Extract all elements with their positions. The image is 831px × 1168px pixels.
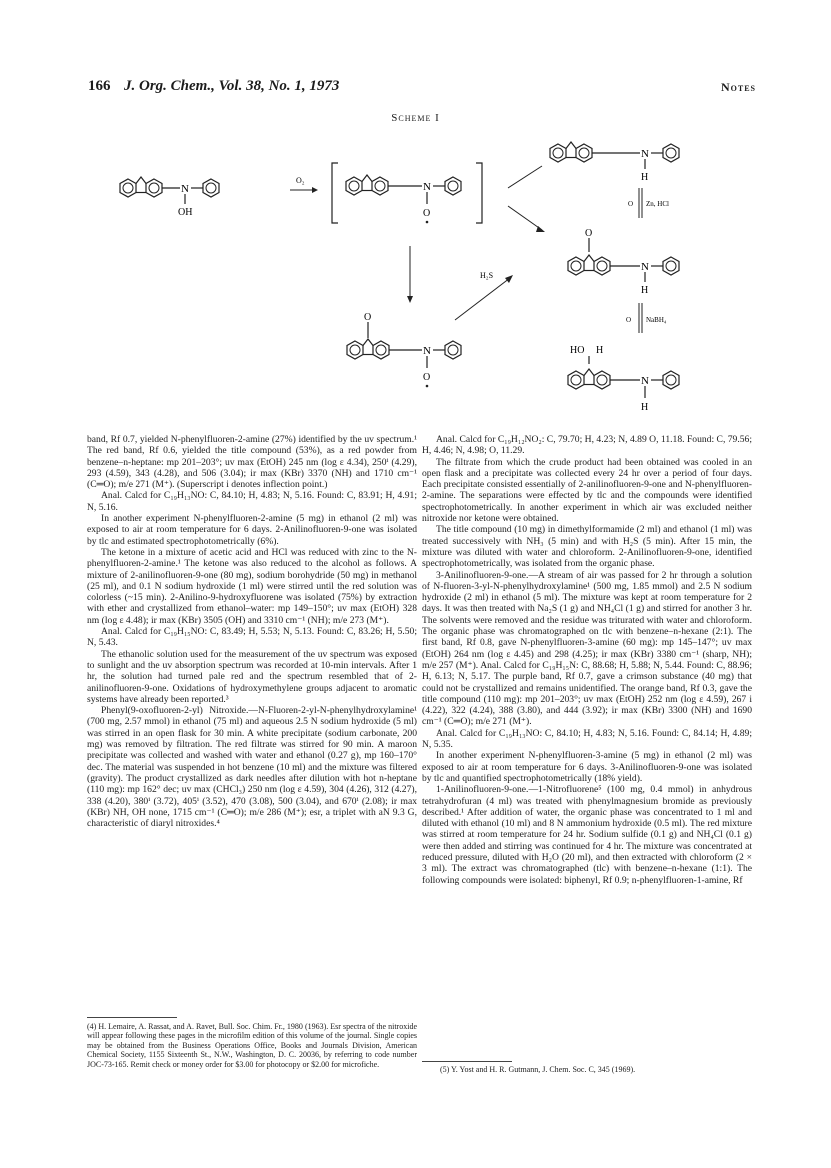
left-paragraph: The ketone in a mixture of acetic acid and HCl was reduced with zinc to the N-phenylfluoren-2-amine.¹ The ketone was also reduced to the alcohol as follows. A mixture of 2-anilinofluoren-9-one (80 mg), sodium borohydride (50 mg) in methanol (25 ml), and 0.1 N sodium hydroxide (1 ml) were stirred until the red solution was colorless (~15 min). 2-Anilino-9-hydroxyfluorene was isolated (75%) by extraction with ether and crystallized from ethanol–water: mp 149–150°; uv max (EtOH) 328 nm (log ε 4.48); ir max (KBr) 3505 (OH) and 3310 cm⁻¹ (NH); m/e 273 (M⁺). — [87, 546, 417, 626]
section-title: Notes — [720, 80, 756, 94]
anilinofluorenone-structure — [568, 228, 679, 296]
reaction-scheme — [110, 128, 720, 428]
o-small-label-2: O — [626, 316, 632, 324]
left-paragraph: Anal. Calcd for C₁₉H₁₃NO: C, 84.10; H, 4.83; N, 5.16. Found: C, 83.91; H, 4.91; N, 5.16. — [87, 490, 417, 513]
o-ketone-label-2: O — [364, 312, 372, 323]
n-label-3: N — [641, 148, 649, 160]
right-paragraph: 3-Anilinofluoren-9-one.—A stream of air was passed for 2 hr through a solution of N-fluoren-3-yl-N-phenylhydroxylamine¹ (500 mg, 1.85 mmol) and 2.5 N sodium hydroxide (2 ml) in ethanol (5 ml). The mixture was kept at room temperature for 2 days. It was then treated with Na₂S (1 g) and NH₄Cl (1 g) and stirred for another 3 hr. The solvents were removed and the residue was triturated with water and chloroform. The organic phase was chromatographed on tlc with benzene–n-hexane (2:1). The first band, Rf 0.8, gave N-phenylfluoren-3-amine (60 mg): mp 145–147°; uv max (EtOH) 264 nm (log ε 4.45) and 298 (4.25); ir max (KBr) 3380 cm⁻¹ (sharp, NH); m/e 257 (M⁺). Anal. Calcd for C₁₉H₁₅N: C, 88.68; H, 5.88; N, 5.44. Found: C, 88.96; H, 6.13; N, 5.17. The purple band, Rf 0.7, gave a crimson substance (40 mg) that could not be crystallized and remains unidentified. The orange band, Rf 0.3, gave the title compound (110 mg): mp 201–203°; uv max (EtOH) 252 nm (log ε 4.59), 267 i (4.22), 322 (4.24), 388 (3.80), and 444 (3.92); ir max (KBr) 3300 (NH) and 1690 cm⁻¹ (C═O); m/e 271 (M⁺). — [422, 569, 752, 728]
footnote-rule-right — [422, 1061, 512, 1062]
journal-citation: J. Org. Chem., Vol. 38, No. 1, 1973 — [124, 78, 340, 94]
o-radical-label-2: O — [423, 372, 431, 383]
o2-arrow — [290, 176, 318, 193]
right-paragraph: The title compound (10 mg) in dimethylformamide (2 ml) and ethanol (1 ml) was treated successively with NH₃ (5 min) and with H₂S (5 min). After 15 min, the mixture was diluted with water and chloroform. 2-Anilinofluoren-9-one, identified spectrophotometrically, was isolated from the organic phase. — [422, 524, 752, 570]
o-small-label: O — [628, 200, 634, 208]
left-paragraph: Phenyl(9-oxofluoren-2-yl) Nitroxide.—N-Fluoren-2-yl-N-phenylhydroxylamine¹ (700 mg, 2.57 mmol) in ethanol (75 ml) and aqueous 2.5 N sodium hydroxide (5 ml) was stirred in an open flask for 30 min. A white precipitate (sodium carbonate, 200 mg) was removed by filtration. The red filtrate was stirred for 90 min. A maroon precipitate was collected and washed with water and ethanol (0.27 g), mp 160–170° dec. The material was suspended in hot benzene (10 ml) and the mixture was filtered (gravity). The product crystallized as dark needles after dilution with hot n-heptane (110 mg): mp 162° dec; uv max (CHCl₃) 250 nm (log ε 4.59), 304 (4.26), 312 (4.27), 338 (4.20), 380ⁱ (3.72), 405ⁱ (3.52), 470 (3.08), 500 (3.04), and 670ⁱ (2.08); ir max (KBr) NH, OH none, 1715 cm⁻¹ (C═O); m/e 286 (M⁺); esr, a triplet with aN 9.3 G, characteristic of diaryl nitroxides.⁴ — [87, 705, 417, 830]
o-ketone-label: O — [585, 228, 593, 239]
oh-label: OH — [178, 207, 193, 218]
left-paragraph: Anal. Calcd for C₁₉H₁₅NO: C, 83.49; H, 5.53; N, 5.13. Found: C, 83.26; H, 5.50; N, 5.43. — [87, 626, 417, 649]
page-header — [88, 78, 756, 98]
o2-label: O₂ — [296, 176, 305, 185]
hydroxyfluorene-structure — [568, 345, 679, 413]
oxofluorenyl-nitroxide-structure — [347, 312, 461, 387]
n-label-4: N — [641, 261, 649, 273]
hydroxylamine-structure — [120, 177, 219, 218]
footnote-left: (4) H. Lemaire, A. Rassat, and A. Ravet, Bull. Soc. Chim. Fr., 1980 (1963). Esr spectra of the nitroxide will appear following these pages in the microfilm edition of this volume of the journal. Single copies may be obtained from the Business Operations Office, Books and Journals Division, American Chemical Society, 1155 Sixteenth St., N.W., Washington, D. C. 20036, by referring to code number JOC-73-165. Remit check or money order for $3.00 for photocopy or $2.00 for microfiche. — [87, 1022, 417, 1069]
right-paragraph: 1-Anilinofluoren-9-one.—1-Nitrofluorene⁵ (100 mg, 0.4 mmol) in anhydrous tetrahydrofuran (4 ml) was treated with phenylmagnesium bromide as previously described.¹ After addition of water, the organic phase was concentrated to 1 ml and diluted with ethanol (10 ml) and 8 N ammonium hydroxide (0.5 ml). The red mixture was stirred at room temperature for 24 hr. Sodium sulfide (0.1 g) and NH₄Cl (0.1 g) were then added and stirring was continued for 4 hr. The mixture was concentrated at reduced pressure, diluted with H₂O (20 ml), and then extracted with chloroform (2 × 3 ml). The extract was chromatographed (tlc) with benzene–n-hexane (1:1). The following compounds were isolated: biphenyl, Rf 0.9; n-phenylfluoren-1-amine, Rf — [422, 784, 752, 886]
o-radical-label: O — [423, 208, 431, 219]
zn-hcl-label: Zn, HCl — [646, 200, 669, 208]
radical-intermediate — [332, 163, 482, 223]
h-label-2: H — [641, 285, 649, 296]
h-label: H — [641, 172, 649, 183]
n-label-6: N — [641, 375, 649, 387]
left-paragraph: In another experiment N-phenylfluoren-2-amine (5 mg) in ethanol (2 ml) was exposed to air at room temperature for 6 days. 2-Anilinofluoren-9-one was isolated by tlc and estimated spectrophotometrically (6%). — [87, 513, 417, 547]
footnote-rule-left — [87, 1017, 177, 1018]
ho-label: HO — [570, 345, 585, 356]
n-label: N — [181, 183, 189, 195]
scheme-diagram — [110, 128, 720, 428]
right-paragraph: The filtrate from which the crude product had been obtained was cooled in an open flask and a precipitate was collected every 24 hr over a period of four days. Each precipitate consisted essentially of 2-anilinofluoren-9-one and N-phenylfluoren-2-amine. The separations were effected by tlc and the compounds were identified spectrophotometrically. In another experiment in which air was excluded neither nitroxide nor ketone were obtained. — [422, 456, 752, 525]
right-paragraph: In another experiment N-phenylfluoren-3-amine (5 mg) in ethanol (2 ml) was exposed to air at room temperature for 6 days. 3-Anilinofluoren-9-one was isolated by tlc and quantified spectrophotometrically (18% yield). — [422, 750, 752, 784]
right-paragraph: Anal. Calcd for C₁₉H₁₃NO: C, 84.10; H, 4.83; N, 5.16. Found: C, 84.14; H, 4.89; N, 5.35. — [422, 727, 752, 751]
h2s-label: H₂S — [480, 271, 494, 280]
page-number: 166 — [88, 78, 111, 94]
h-label-4: H — [641, 402, 649, 413]
footnote-right: (5) Y. Yost and H. R. Gutmann, J. Chem. Soc. C, 345 (1969). — [440, 1065, 636, 1074]
right-paragraph: Anal. Calcd for C₁₉H₁₂NO₂: C, 79.70; H, 4.23; N, 4.89 O, 11.18. Found: C, 79.56; H, 4.46; N, 4.98; O, 11.29. — [422, 434, 752, 457]
n-label-2: N — [423, 181, 431, 193]
left-column — [87, 434, 417, 829]
h-label-3: H — [596, 345, 604, 356]
nabh4-label: NaBH₄ — [646, 316, 667, 324]
left-paragraph: The ethanolic solution used for the measurement of the uv spectrum was exposed to sunlight and the uv absorption spectrum was recorded at 10-min intervals. After 1 hr, the solution had turned pale red and the spectrum resembled that of 2-anilinofluoren-9-one. Oxidations of hydroxymethylene groups adjacent to aromatic systems have already been reported.³ — [87, 648, 417, 705]
right-column — [422, 434, 752, 886]
left-paragraph: band, Rf 0.7, yielded N-phenylfluoren-2-amine (27%) identified by the uv spectrum.¹ The red band, Rf 0.6, yielded the title compound (53%), as a red powder from benzene–n-heptane: mp 201–203°; uv max (EtOH) 245 nm (log ε 4.34), 250ⁱ (4.29), 293 (4.59), 343 (4.28), and 506 (3.04); ir max (KBr) 3370 (NH) and 1710 cm⁻¹ (C═O); m/e 271 (M⁺). (Superscript i denotes inflection point.) — [87, 434, 417, 491]
scheme-title: Scheme I — [391, 112, 440, 124]
fluorenamine-structure — [550, 142, 679, 183]
n-label-5: N — [423, 345, 431, 357]
